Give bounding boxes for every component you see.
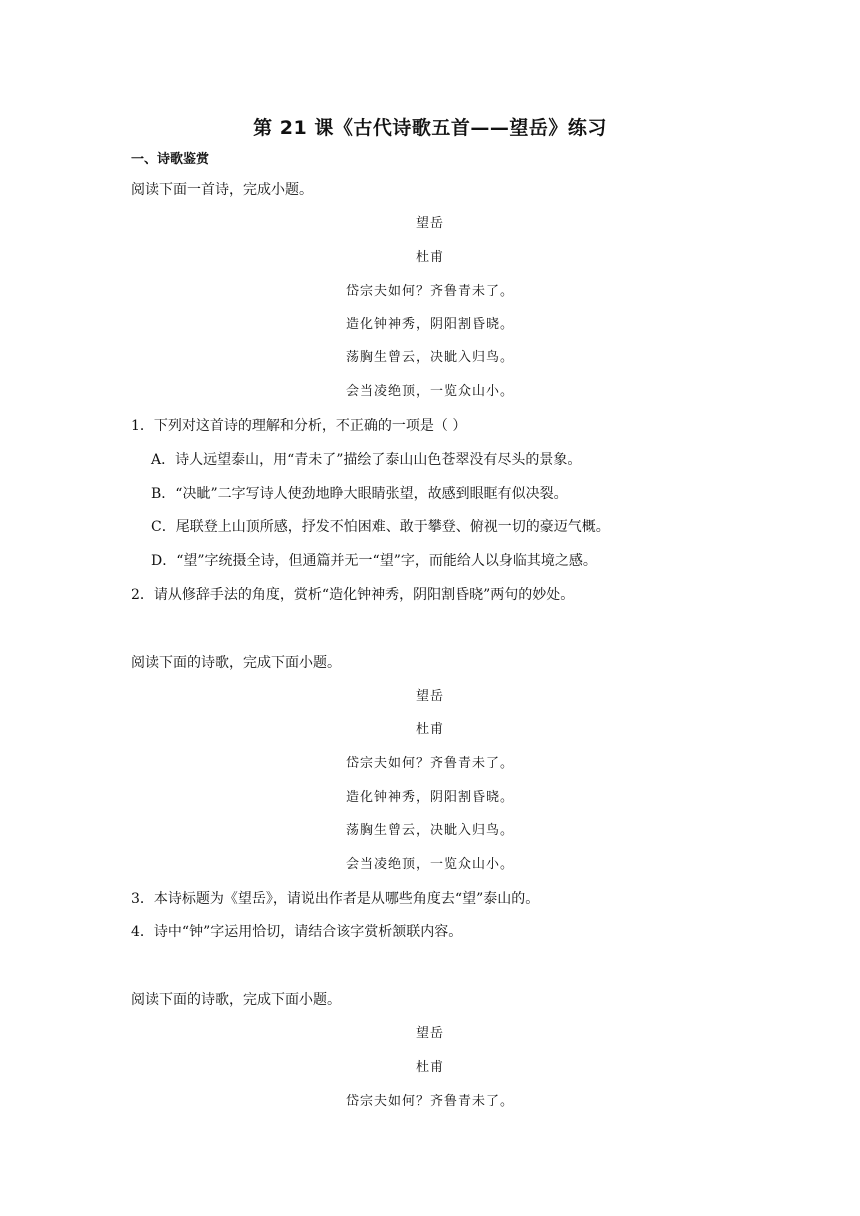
poem-author: 杜甫 bbox=[415, 722, 444, 737]
poem-author: 杜甫 bbox=[415, 250, 444, 265]
poem-title: 望岳 bbox=[415, 1026, 444, 1041]
reading-instruction: 阅读下面的诗歌，完成下面小题。 bbox=[131, 655, 341, 671]
poem-line: 荡胸生曾云，决眦入归鸟。 bbox=[345, 823, 514, 838]
poem-line: 岱宗夫如何？齐鲁青未了。 bbox=[345, 756, 514, 771]
question-1-option-a: A．诗人远望泰山，用“青未了”描绘了泰山山色苍翠没有尽头的景象。 bbox=[151, 452, 582, 468]
question-4: 4．诗中“钟”字运用恰切，请结合该字赏析颔联内容。 bbox=[131, 924, 463, 940]
reading-instruction: 阅读下面一首诗，完成小题。 bbox=[131, 182, 313, 198]
page-title: 第 21 课《古代诗歌五首——望岳》练习 bbox=[253, 117, 607, 139]
question-1-stem: 1．下列对这首诗的理解和分析，不正确的一项是（ ） bbox=[131, 418, 467, 434]
poem-line: 岱宗夫如何？齐鲁青未了。 bbox=[345, 284, 514, 299]
poem-author: 杜甫 bbox=[415, 1060, 444, 1075]
reading-instruction: 阅读下面的诗歌，完成下面小题。 bbox=[131, 992, 341, 1008]
poem-line: 会当凌绝顶，一览众山小。 bbox=[345, 384, 514, 399]
question-1-option-d: D．“望”字统摄全诗，但通篇并无一“望”字，而能给人以身临其境之感。 bbox=[151, 553, 597, 569]
question-3: 3．本诗标题为《望岳》，请说出作者是从哪些角度去“望”泰山的。 bbox=[131, 891, 540, 907]
question-1-option-b: B．“决眦”二字写诗人使劲地睁大眼睛张望，故感到眼眶有似决裂。 bbox=[151, 486, 568, 502]
poem-line: 造化钟神秀，阴阳割昏晓。 bbox=[345, 790, 514, 805]
poem-line: 岱宗夫如何？齐鲁青未了。 bbox=[345, 1094, 514, 1109]
question-1-option-c: C．尾联登上山顶所感，抒发不怕困难、敢于攀登、俯视一切的豪迈气概。 bbox=[151, 519, 610, 535]
poem-line: 荡胸生曾云，决眦入归鸟。 bbox=[345, 350, 514, 365]
question-2: 2．请从修辞手法的角度，赏析“造化钟神秀，阴阳割昏晓”两句的妙处。 bbox=[131, 587, 575, 603]
section-heading: 一、诗歌鉴赏 bbox=[131, 152, 210, 167]
poem-line: 造化钟神秀，阴阳割昏晓。 bbox=[345, 317, 514, 332]
poem-line: 会当凌绝顶，一览众山小。 bbox=[345, 857, 514, 872]
poem-title: 望岳 bbox=[415, 689, 444, 704]
poem-title: 望岳 bbox=[415, 216, 444, 231]
